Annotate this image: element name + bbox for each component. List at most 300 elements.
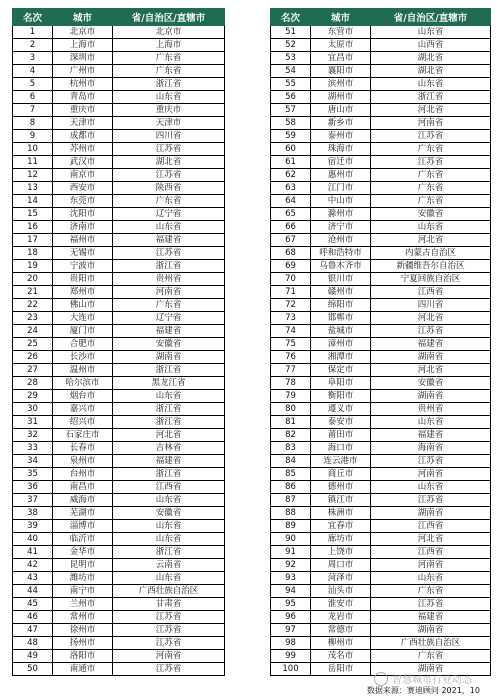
rank-cell: 71	[271, 286, 311, 299]
table-row	[13, 507, 225, 520]
province-cell: 黑龙江省	[113, 377, 225, 390]
city-cell: 漳州市	[311, 338, 371, 351]
city-cell: 大连市	[53, 312, 113, 325]
header-province: 省/自治区/直辖市	[113, 9, 225, 26]
province-cell: 江苏省	[113, 247, 225, 260]
rank-cell: 82	[271, 429, 311, 442]
city-cell: 中山市	[311, 195, 371, 208]
table-row	[13, 663, 225, 676]
rank-cell: 21	[13, 286, 53, 299]
rank-cell: 34	[13, 455, 53, 468]
rank-cell: 24	[13, 325, 53, 338]
city-cell: 泉州市	[53, 455, 113, 468]
rank-cell: 22	[13, 299, 53, 312]
table-row	[271, 234, 491, 247]
rank-cell: 16	[13, 221, 53, 234]
rank-cell: 76	[271, 351, 311, 364]
rank-cell: 80	[271, 403, 311, 416]
city-cell: 邯郸市	[311, 312, 371, 325]
city-cell: 沧州市	[311, 234, 371, 247]
rank-cell: 62	[271, 169, 311, 182]
city-cell: 杭州市	[53, 78, 113, 91]
rank-cell: 86	[271, 481, 311, 494]
rank-cell: 70	[271, 273, 311, 286]
city-cell: 成都市	[53, 130, 113, 143]
watermark	[374, 671, 472, 686]
province-cell: 河北省	[371, 312, 491, 325]
province-cell: 广东省	[371, 169, 491, 182]
rank-cell: 39	[13, 520, 53, 533]
city-cell: 潍坊市	[53, 572, 113, 585]
city-cell: 长沙市	[53, 351, 113, 364]
table-row	[271, 507, 491, 520]
province-cell: 山东省	[371, 221, 491, 234]
city-cell: 周口市	[311, 559, 371, 572]
province-cell: 安徽省	[113, 507, 225, 520]
province-cell: 福建省	[113, 325, 225, 338]
table-row	[271, 221, 491, 234]
province-cell: 福建省	[371, 338, 491, 351]
rank-cell: 15	[13, 208, 53, 221]
province-cell: 广东省	[113, 65, 225, 78]
header-city: 城市	[53, 9, 113, 26]
rank-cell: 3	[13, 52, 53, 65]
city-cell: 乌鲁木齐市	[311, 260, 371, 273]
rank-cell: 17	[13, 234, 53, 247]
table-row	[13, 117, 225, 130]
city-cell: 连云港市	[311, 455, 371, 468]
city-cell: 上饶市	[311, 546, 371, 559]
province-cell: 新疆维吾尔自治区	[371, 260, 491, 273]
table-row	[13, 637, 225, 650]
rank-cell: 37	[13, 494, 53, 507]
province-cell: 河北省	[371, 533, 491, 546]
province-cell: 山东省	[371, 572, 491, 585]
city-cell: 沈阳市	[53, 208, 113, 221]
province-cell: 浙江省	[371, 91, 491, 104]
province-cell: 福建省	[371, 611, 491, 624]
rank-cell: 30	[13, 403, 53, 416]
province-cell: 湖南省	[371, 663, 491, 676]
city-cell: 宜春市	[311, 520, 371, 533]
table-row	[13, 429, 225, 442]
province-cell: 山东省	[113, 390, 225, 403]
table-row	[271, 39, 491, 52]
table-row	[271, 637, 491, 650]
rank-cell: 52	[271, 39, 311, 52]
rank-cell: 65	[271, 208, 311, 221]
rank-cell: 28	[13, 377, 53, 390]
province-cell: 广西壮族自治区	[371, 637, 491, 650]
province-cell: 浙江省	[113, 78, 225, 91]
ranking-table-left	[12, 8, 225, 676]
city-cell: 廊坊市	[311, 533, 371, 546]
city-cell: 莆田市	[311, 429, 371, 442]
city-cell: 赣州市	[311, 286, 371, 299]
rank-cell: 81	[271, 416, 311, 429]
table-row	[13, 169, 225, 182]
province-cell: 湖北省	[113, 156, 225, 169]
city-cell: 呼和浩特市	[311, 247, 371, 260]
rank-cell: 10	[13, 143, 53, 156]
province-cell: 广西壮族自治区	[113, 585, 225, 598]
table-row	[13, 312, 225, 325]
province-cell: 海南省	[371, 442, 491, 455]
city-cell: 海口市	[311, 442, 371, 455]
table-row	[271, 104, 491, 117]
table-row	[271, 299, 491, 312]
ranking-table-right	[270, 8, 491, 676]
table-row	[271, 403, 491, 416]
table-row	[271, 611, 491, 624]
rank-cell: 72	[271, 299, 311, 312]
table-row	[13, 52, 225, 65]
rank-cell: 6	[13, 91, 53, 104]
city-cell: 阜阳市	[311, 377, 371, 390]
table-row	[271, 78, 491, 91]
table-row	[13, 195, 225, 208]
city-cell: 商丘市	[311, 468, 371, 481]
table-row	[13, 338, 225, 351]
rank-cell: 4	[13, 65, 53, 78]
province-cell: 江苏省	[371, 156, 491, 169]
rank-cell: 33	[13, 442, 53, 455]
table-row	[271, 533, 491, 546]
city-cell: 柳州市	[311, 637, 371, 650]
table-row	[13, 143, 225, 156]
city-cell: 台州市	[53, 468, 113, 481]
table-header-row	[271, 9, 491, 26]
rank-cell: 77	[271, 364, 311, 377]
province-cell: 广东省	[371, 143, 491, 156]
table-row	[13, 364, 225, 377]
city-cell: 宜昌市	[311, 52, 371, 65]
city-cell: 唐山市	[311, 104, 371, 117]
table-row	[271, 260, 491, 273]
data-source: 数据来源：赛迪顾问 2021，10	[366, 686, 480, 695]
table-row	[13, 247, 225, 260]
city-cell: 广州市	[53, 65, 113, 78]
table-row	[271, 208, 491, 221]
province-cell: 浙江省	[113, 403, 225, 416]
rank-cell: 32	[13, 429, 53, 442]
rank-cell: 67	[271, 234, 311, 247]
province-cell: 江苏省	[113, 611, 225, 624]
city-cell: 江门市	[311, 182, 371, 195]
city-cell: 扬州市	[53, 637, 113, 650]
table-row	[271, 26, 491, 39]
rank-cell: 78	[271, 377, 311, 390]
rank-cell: 64	[271, 195, 311, 208]
city-cell: 临沂市	[53, 533, 113, 546]
wechat-icon	[374, 672, 388, 686]
table-row	[13, 585, 225, 598]
city-cell: 襄阳市	[311, 65, 371, 78]
rank-cell: 96	[271, 611, 311, 624]
rank-cell: 60	[271, 143, 311, 156]
table-row	[13, 273, 225, 286]
table-row	[13, 546, 225, 559]
city-cell: 南京市	[53, 169, 113, 182]
rank-cell: 20	[13, 273, 53, 286]
table-row	[13, 299, 225, 312]
city-cell: 南宁市	[53, 585, 113, 598]
city-cell: 烟台市	[53, 390, 113, 403]
city-cell: 宁波市	[53, 260, 113, 273]
rank-cell: 26	[13, 351, 53, 364]
city-cell: 湖州市	[311, 91, 371, 104]
rank-cell: 2	[13, 39, 53, 52]
rank-cell: 29	[13, 390, 53, 403]
province-cell: 北京市	[113, 26, 225, 39]
city-cell: 福州市	[53, 234, 113, 247]
rank-cell: 74	[271, 325, 311, 338]
province-cell: 河南省	[113, 286, 225, 299]
table-row	[13, 520, 225, 533]
province-cell: 江西省	[371, 520, 491, 533]
rank-cell: 98	[271, 637, 311, 650]
province-cell: 辽宁省	[113, 208, 225, 221]
city-cell: 德州市	[311, 481, 371, 494]
table-body-left	[13, 26, 225, 676]
table-row	[271, 52, 491, 65]
province-cell: 江苏省	[113, 663, 225, 676]
rank-cell: 53	[271, 52, 311, 65]
rank-cell: 91	[271, 546, 311, 559]
province-cell: 湖南省	[371, 507, 491, 520]
rank-cell: 97	[271, 624, 311, 637]
rank-cell: 12	[13, 169, 53, 182]
table-row	[13, 234, 225, 247]
rank-cell: 59	[271, 130, 311, 143]
city-cell: 威海市	[53, 494, 113, 507]
table-row	[13, 598, 225, 611]
table-row	[271, 169, 491, 182]
table-row	[271, 273, 491, 286]
table-row	[13, 442, 225, 455]
city-cell: 北京市	[53, 26, 113, 39]
rank-cell: 9	[13, 130, 53, 143]
table-row	[271, 143, 491, 156]
province-cell: 陕西省	[113, 182, 225, 195]
city-cell: 芜湖市	[53, 507, 113, 520]
city-cell: 遵义市	[311, 403, 371, 416]
table-row	[271, 455, 491, 468]
rank-cell: 35	[13, 468, 53, 481]
city-cell: 深圳市	[53, 52, 113, 65]
province-cell: 江苏省	[371, 494, 491, 507]
table-row	[271, 585, 491, 598]
province-cell: 河南省	[371, 468, 491, 481]
province-cell: 山西省	[371, 39, 491, 52]
table-row	[13, 130, 225, 143]
rank-cell: 50	[13, 663, 53, 676]
rank-cell: 75	[271, 338, 311, 351]
rank-cell: 23	[13, 312, 53, 325]
city-cell: 株洲市	[311, 507, 371, 520]
table-row	[13, 572, 225, 585]
table-row	[271, 338, 491, 351]
province-cell: 宁夏回族自治区	[371, 273, 491, 286]
table-row	[271, 195, 491, 208]
rank-cell: 18	[13, 247, 53, 260]
province-cell: 浙江省	[113, 364, 225, 377]
city-cell: 泰安市	[311, 416, 371, 429]
table-body-right	[271, 26, 491, 676]
province-cell: 河北省	[371, 364, 491, 377]
province-cell: 云南省	[113, 559, 225, 572]
province-cell: 福建省	[113, 234, 225, 247]
city-cell: 重庆市	[53, 104, 113, 117]
table-row	[271, 65, 491, 78]
city-cell: 衡阳市	[311, 390, 371, 403]
rank-cell: 84	[271, 455, 311, 468]
city-cell: 保定市	[311, 364, 371, 377]
province-cell: 吉林省	[113, 442, 225, 455]
city-cell: 嘉兴市	[53, 403, 113, 416]
province-cell: 河北省	[371, 234, 491, 247]
province-cell: 浙江省	[113, 468, 225, 481]
rank-cell: 63	[271, 182, 311, 195]
rank-cell: 90	[271, 533, 311, 546]
table-row	[271, 130, 491, 143]
table-row	[13, 494, 225, 507]
table-row	[13, 455, 225, 468]
city-cell: 徐州市	[53, 624, 113, 637]
rank-cell: 99	[271, 650, 311, 663]
province-cell: 山东省	[371, 416, 491, 429]
table-row	[271, 117, 491, 130]
header-province: 省/自治区/直辖市	[371, 9, 491, 26]
city-cell: 湘潭市	[311, 351, 371, 364]
table-row	[271, 390, 491, 403]
watermark-text: 智慧城市行业动态	[392, 675, 472, 686]
city-cell: 镇江市	[311, 494, 371, 507]
city-cell: 滁州市	[311, 208, 371, 221]
header-rank: 名次	[13, 9, 53, 26]
rank-cell: 38	[13, 507, 53, 520]
city-cell: 淄博市	[53, 520, 113, 533]
table-header-row	[13, 9, 225, 26]
rank-cell: 69	[271, 260, 311, 273]
table-row	[13, 468, 225, 481]
province-cell: 江苏省	[113, 624, 225, 637]
province-cell: 河北省	[371, 104, 491, 117]
rank-cell: 88	[271, 507, 311, 520]
city-cell: 汕头市	[311, 585, 371, 598]
province-cell: 广东省	[371, 585, 491, 598]
table-row	[13, 260, 225, 273]
rank-cell: 41	[13, 546, 53, 559]
province-cell: 山东省	[113, 533, 225, 546]
province-cell: 山东省	[371, 78, 491, 91]
city-cell: 郑州市	[53, 286, 113, 299]
rank-cell: 56	[271, 91, 311, 104]
city-cell: 苏州市	[53, 143, 113, 156]
table-row	[13, 416, 225, 429]
table-row	[13, 377, 225, 390]
city-cell: 青岛市	[53, 91, 113, 104]
province-cell: 山东省	[113, 572, 225, 585]
rank-cell: 31	[13, 416, 53, 429]
city-cell: 宿迁市	[311, 156, 371, 169]
table-row	[271, 598, 491, 611]
city-cell: 石家庄市	[53, 429, 113, 442]
rank-cell: 25	[13, 338, 53, 351]
table-row	[13, 611, 225, 624]
city-cell: 淮安市	[311, 598, 371, 611]
province-cell: 重庆市	[113, 104, 225, 117]
rank-cell: 7	[13, 104, 53, 117]
rank-cell: 11	[13, 156, 53, 169]
province-cell: 山东省	[113, 91, 225, 104]
city-cell: 无锡市	[53, 247, 113, 260]
rank-cell: 13	[13, 182, 53, 195]
province-cell: 广东省	[113, 195, 225, 208]
province-cell: 贵州省	[113, 273, 225, 286]
table-row	[271, 247, 491, 260]
province-cell: 山东省	[371, 26, 491, 39]
province-cell: 湖北省	[371, 65, 491, 78]
rank-cell: 93	[271, 572, 311, 585]
city-cell: 岳阳市	[311, 663, 371, 676]
province-cell: 江西省	[113, 481, 225, 494]
table-row	[13, 221, 225, 234]
rank-cell: 8	[13, 117, 53, 130]
province-cell: 广东省	[371, 650, 491, 663]
rank-cell: 44	[13, 585, 53, 598]
province-cell: 浙江省	[113, 260, 225, 273]
province-cell: 福建省	[113, 455, 225, 468]
rank-cell: 54	[271, 65, 311, 78]
city-cell: 龙岩市	[311, 611, 371, 624]
province-cell: 广东省	[371, 195, 491, 208]
table-row	[13, 533, 225, 546]
province-cell: 甘肃省	[113, 598, 225, 611]
province-cell: 福建省	[371, 429, 491, 442]
table-row	[13, 26, 225, 39]
rank-cell: 19	[13, 260, 53, 273]
table-row	[271, 377, 491, 390]
table-row	[271, 312, 491, 325]
table-row	[271, 364, 491, 377]
city-cell: 昆明市	[53, 559, 113, 572]
province-cell: 浙江省	[113, 416, 225, 429]
city-cell: 济宁市	[311, 221, 371, 234]
province-cell: 河南省	[371, 117, 491, 130]
city-cell: 太原市	[311, 39, 371, 52]
rank-cell: 42	[13, 559, 53, 572]
province-cell: 河南省	[113, 650, 225, 663]
city-cell: 西安市	[53, 182, 113, 195]
table-row	[13, 208, 225, 221]
province-cell: 湖南省	[371, 351, 491, 364]
rank-cell: 57	[271, 104, 311, 117]
province-cell: 湖南省	[113, 351, 225, 364]
table-row	[271, 442, 491, 455]
table-row	[271, 91, 491, 104]
header-city: 城市	[311, 9, 371, 26]
table-row	[13, 351, 225, 364]
rank-cell: 55	[271, 78, 311, 91]
city-cell: 茂名市	[311, 650, 371, 663]
province-cell: 四川省	[113, 130, 225, 143]
province-cell: 江苏省	[371, 325, 491, 338]
table-row	[271, 481, 491, 494]
rank-cell: 61	[271, 156, 311, 169]
city-cell: 菏泽市	[311, 572, 371, 585]
rank-cell: 83	[271, 442, 311, 455]
